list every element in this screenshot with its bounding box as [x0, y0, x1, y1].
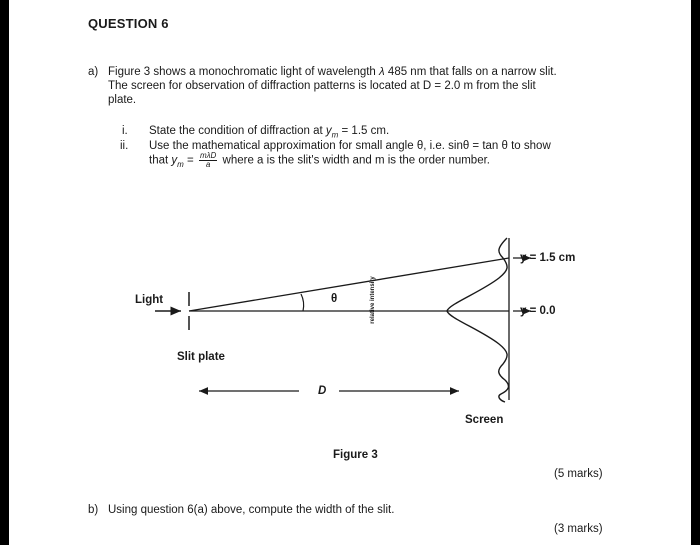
slit-plate-label: Slit plate: [177, 351, 225, 363]
item-ii-line1: Use the mathematical approximation for small angle θ, i.e. sinθ = tan θ to show: [149, 140, 551, 152]
part-b-label: b): [88, 504, 99, 516]
diffraction-ray: [189, 258, 509, 311]
item-i-var: y: [325, 125, 332, 137]
question-title: QUESTION 6: [88, 16, 169, 31]
part-a-line1-text: Figure 3 shows a monochromatic light of wavelength: [108, 66, 376, 78]
item-i-sub: m: [331, 130, 339, 140]
y-zero-label: y = 0.0: [520, 305, 556, 317]
part-a-line2: The screen for observation of diffraction patterns is located at D = 2.0 m from the slit: [108, 80, 536, 92]
item-ii-that: that: [149, 154, 169, 167]
item-ii-sub: m: [177, 159, 184, 169]
question-page: [9, 0, 691, 545]
part-a-marks: (5 marks): [554, 468, 603, 480]
screen-label: Screen: [465, 414, 504, 426]
item-ii-equals: =: [187, 154, 194, 167]
part-a-wavelength: 485 nm that falls on a narrow slit.: [387, 66, 557, 78]
lambda-symbol: λ: [379, 66, 385, 78]
item-ii-after: where a is the slit's width and m is the order number.: [222, 154, 490, 167]
item-i-before: State the condition of diffraction at: [149, 125, 323, 137]
part-a-line3: plate.: [108, 94, 137, 106]
light-label: Light: [135, 294, 164, 306]
figure-caption: Figure 3: [333, 449, 378, 461]
part-b-text: Using question 6(a) above, compute the width of the slit.: [108, 504, 395, 516]
theta-label: θ: [331, 293, 338, 305]
item-i-after: = 1.5 cm.: [341, 125, 390, 137]
diffraction-figure: [9, 0, 691, 545]
part-a-label: a): [88, 66, 99, 78]
item-ii-number: ii.: [120, 140, 129, 152]
fraction-numerator: mλD: [199, 151, 217, 160]
theta-arc: [301, 294, 304, 311]
fraction-denominator: a: [205, 160, 211, 169]
distance-label: D: [318, 385, 327, 397]
part-b-marks: (3 marks): [554, 523, 603, 535]
intensity-label: relative intensity: [370, 276, 376, 324]
item-i-number: i.: [122, 125, 128, 137]
item-ii-var: y: [171, 154, 178, 167]
y-top-label: y = 1.5 cm: [520, 252, 576, 264]
